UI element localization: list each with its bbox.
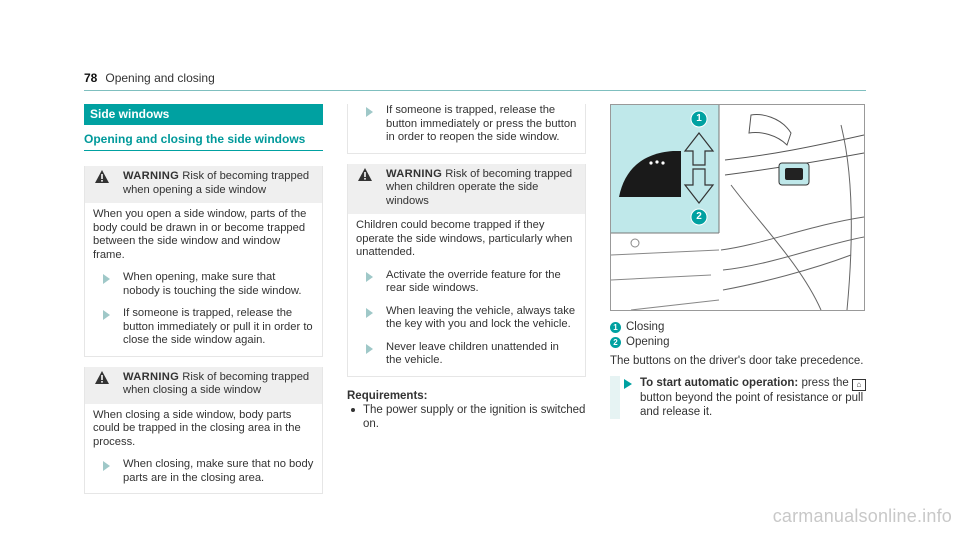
- warning-title: Risk of becoming trapped when opening a side window: [123, 170, 310, 196]
- section-title: Side windows: [84, 104, 323, 125]
- door-panel-illustration: [611, 105, 864, 310]
- warning-step: [356, 305, 577, 332]
- warning-step: [356, 104, 577, 145]
- step-text: Never leave children unattended in the vehicle.: [386, 340, 559, 366]
- action-text: press the: [798, 377, 852, 389]
- step-text: If someone is trapped, release the button immediately or pull it in order to close the side window again.: [123, 307, 313, 346]
- warning-header: [85, 166, 322, 203]
- warning-body: [348, 104, 585, 153]
- requirements: [347, 389, 586, 431]
- warning-step: [93, 458, 314, 485]
- arrow-icon: [103, 274, 110, 284]
- arrow-icon: [103, 310, 110, 320]
- arrow-icon: [366, 344, 373, 354]
- warning-triangle-icon: [95, 170, 109, 183]
- step-text: When leaving the vehicle, always take the key with you and lock the vehicle.: [386, 304, 576, 330]
- warning-body: [348, 214, 585, 376]
- warning-text: When you open a side window, parts of the body could be drawn in or become trapped between the side window and window frame.: [93, 208, 307, 261]
- arrow-icon: [366, 272, 373, 282]
- warning-triangle-icon: [358, 168, 372, 181]
- legend-item: [610, 320, 866, 335]
- number-badge: 2: [610, 337, 621, 348]
- legend-text: Opening: [626, 336, 670, 348]
- step-text: When closing, make sure that no body parts are in the closing area.: [123, 458, 314, 484]
- description: The buttons on the driver's door take precedence.: [610, 355, 864, 367]
- warning-header: [348, 164, 585, 215]
- legend-item: [610, 335, 866, 350]
- subsection-title: Opening and closing the side windows: [84, 132, 323, 151]
- warning-label: WARNING: [123, 370, 180, 383]
- column-3: [610, 104, 866, 419]
- warning-body: [85, 203, 322, 356]
- warning-step: [93, 271, 314, 298]
- action-bar: [610, 376, 620, 419]
- warning-step: [93, 307, 314, 348]
- warning-box-2: [84, 367, 323, 495]
- column-1: [84, 104, 323, 494]
- callout-1: 1: [696, 113, 702, 124]
- warning-text: Children could become trapped if they operate the side windows, particularly when unattended.: [356, 219, 573, 258]
- step-text: When opening, make sure that nobody is touching the side window.: [123, 271, 302, 297]
- warning-step: [356, 269, 577, 296]
- arrow-icon: [103, 461, 110, 471]
- step-text: Activate the override feature for the rear side windows.: [386, 268, 561, 294]
- step-text: If someone is trapped, release the button immediately or press the button in order to reopen the side window.: [386, 104, 577, 143]
- warning-box-continued: [347, 104, 586, 154]
- window-button-icon: ⌂: [852, 379, 866, 391]
- warning-box-1: [84, 166, 323, 357]
- door-panel-figure: [610, 104, 865, 311]
- warning-title: Risk of becoming trapped when children operate the side windows: [386, 167, 573, 207]
- warning-step: [356, 341, 577, 368]
- action-arrow-icon: [624, 379, 632, 389]
- column-2: [347, 104, 586, 431]
- action-text: button beyond the point of resistance or pull and release it.: [640, 392, 864, 418]
- warning-label: WARNING: [386, 167, 443, 180]
- header-divider: [84, 90, 866, 91]
- page-title: Opening and closing: [105, 71, 215, 85]
- figure-legend: [610, 320, 866, 350]
- number-badge: 1: [610, 322, 621, 333]
- page-number: 78: [84, 71, 98, 85]
- warning-text: When closing a side window, body parts could be trapped in the closing area in the process.: [93, 408, 301, 448]
- warning-label: WARNING: [123, 170, 180, 182]
- action-label: To start automatic operation:: [640, 377, 799, 389]
- warning-header: [85, 367, 322, 404]
- action-step: [610, 376, 866, 419]
- legend-text: Closing: [626, 321, 665, 333]
- arrow-icon: [366, 107, 373, 117]
- warning-triangle-icon: [95, 371, 109, 384]
- warning-box-3: [347, 164, 586, 377]
- warning-body: [85, 404, 322, 494]
- watermark: carmanualsonline.info: [772, 506, 952, 526]
- page-header: [84, 71, 215, 85]
- callout-2: 2: [696, 211, 702, 222]
- requirement-item: [347, 403, 586, 431]
- requirements-label: Requirements:: [347, 389, 428, 402]
- bullet-icon: [351, 408, 355, 412]
- requirement-text: The power supply or the ignition is switched on.: [363, 403, 586, 430]
- warning-title: Risk of becoming trapped when closing a side window: [123, 370, 310, 396]
- arrow-icon: [366, 308, 373, 318]
